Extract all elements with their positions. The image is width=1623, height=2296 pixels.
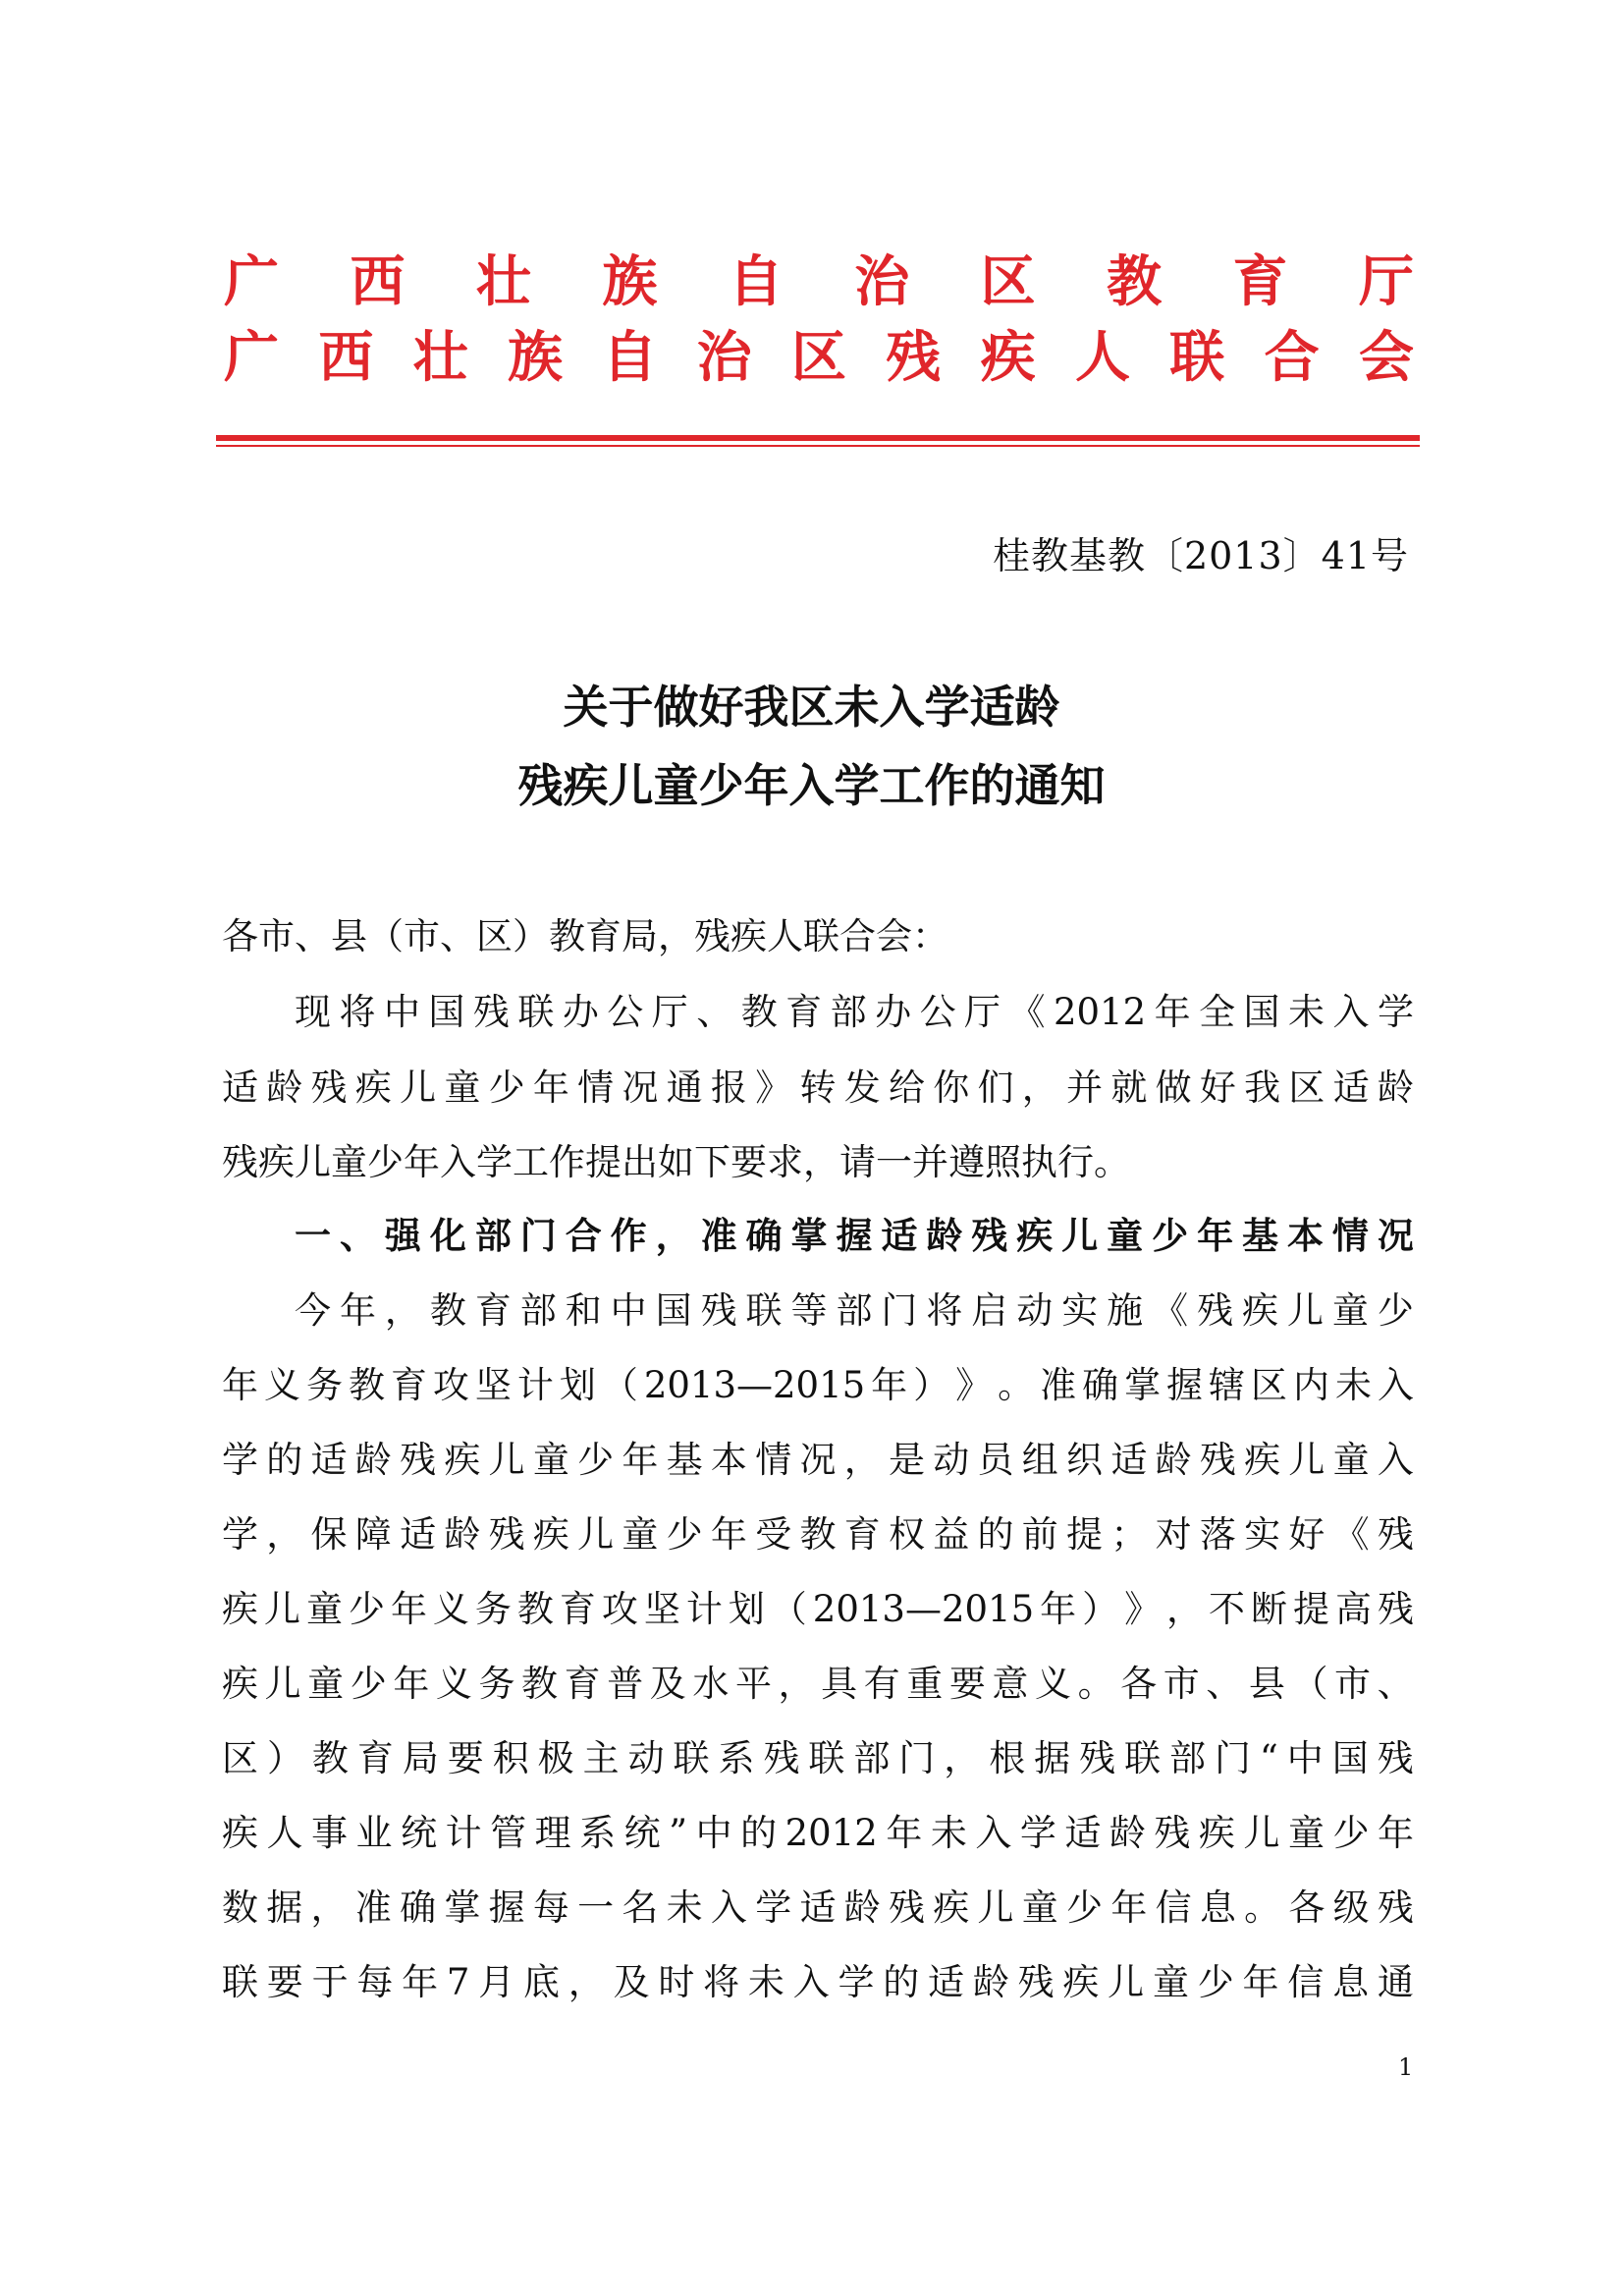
issuer-header-education: 广 西 壮 族 自 治 区 教 育 厅 (224, 250, 1414, 314)
section-1-line: 联 要 于 每 年 7 月 底 ， 及 时 将 未 入 学 的 适 龄 残 疾 儿 童 少 年 信 息 通 (222, 1961, 1414, 2003)
section-1-heading: 一 、 强 化 部 门 合 作 ， 准 确 掌 握 适 龄 残 疾 儿 童 少 年 基 本 情 况 (295, 1215, 1414, 1257)
document-number: 桂教基教〔2013〕41号 (992, 534, 1409, 577)
section-1-line: 年 义 务 教 育 攻 坚 计 划 （ 2013—2015 年 ） 》 。 准 确 掌 握 辖 区 内 未 入 (222, 1364, 1414, 1406)
section-1-line: 今 年 ， 教 育 部 和 中 国 残 联 等 部 门 将 启 动 实 施 《 残 疾 儿 童 少 (295, 1289, 1414, 1332)
red-separator-thick (216, 435, 1420, 441)
section-1-line: 疾 儿 童 少 年 义 务 教 育 攻 坚 计 划 （ 2013—2015 年 ） 》 ， 不 断 提 高 残 (222, 1588, 1414, 1630)
section-1-line: 数 据 ， 准 确 掌 握 每 一 名 未 入 学 适 龄 残 疾 儿 童 少 年 信 息 。 各 级 残 (222, 1886, 1414, 1929)
notice-title-line-1: 关于做好我区未入学适龄 (563, 681, 1060, 734)
section-1-line: 疾 儿 童 少 年 义 务 教 育 普 及 水 平 ， 具 有 重 要 意 义 。 各 市 、 县 （ 市 、 (222, 1663, 1414, 1705)
section-1-line: 疾 人 事 业 统 计 管 理 系 统 ” 中 的 2012 年 未 入 学 适 龄 残 疾 儿 童 少 年 (222, 1812, 1414, 1854)
intro-line: 残疾儿童少年入学工作提出如下要求，请一并遵照执行。 (222, 1141, 1130, 1183)
section-1-line: 学 的 适 龄 残 疾 儿 童 少 年 基 本 情 况 ， 是 动 员 组 织 适 龄 残 疾 儿 童 入 (222, 1439, 1414, 1481)
section-1-line: 学 ， 保 障 适 龄 残 疾 儿 童 少 年 受 教 育 权 益 的 前 提 ； 对 落 实 好 《 残 (222, 1513, 1414, 1556)
intro-line: 现 将 中 国 残 联 办 公 厅 、 教 育 部 办 公 厅 《 2012 年 全 国 未 入 学 (295, 991, 1414, 1033)
addressee: 各市、县（市、区）教育局，残疾人联合会： (222, 915, 948, 957)
red-separator-thin (216, 445, 1420, 447)
intro-line: 适 龄 残 疾 儿 童 少 年 情 况 通 报 》 转 发 给 你 们 ， 并 就 做 好 我 区 适 龄 (222, 1066, 1414, 1109)
notice-title-line-2: 残疾儿童少年入学工作的通知 (517, 759, 1106, 812)
page-number: 1 (1398, 2053, 1414, 2081)
section-1-line: 区 ） 教 育 局 要 积 极 主 动 联 系 残 联 部 门 ， 根 据 残 联 部 门 “ 中 国 残 (222, 1737, 1414, 1779)
issuer-header-disabled-federation: 广 西 壮 族 自 治 区 残 疾 人 联 合 会 (224, 326, 1414, 390)
